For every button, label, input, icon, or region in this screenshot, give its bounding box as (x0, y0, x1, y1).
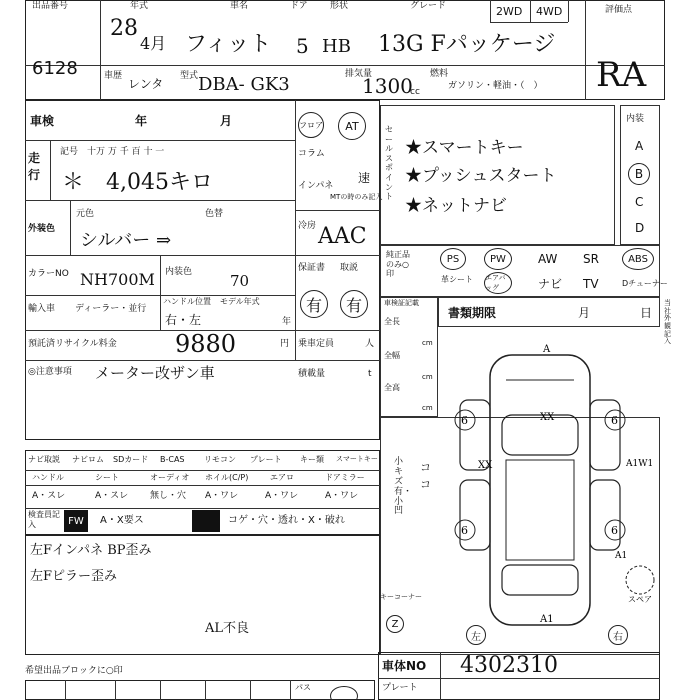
equip-navi: ナビ (538, 277, 563, 291)
equip-abs (622, 248, 654, 270)
remark-1: 左Fインパネ BP歪み (30, 543, 152, 558)
pass-circle (330, 686, 358, 700)
car-name-value: フィット (185, 32, 272, 57)
rank-a: A (635, 139, 644, 153)
doc-deadline-label: 書類期限 (448, 306, 497, 320)
mark-roof: XX (540, 412, 555, 423)
opt-navi-manual: ナビ取説 (28, 455, 60, 464)
lot-number: 6128 (32, 58, 78, 79)
shaken-month-label: 月 (220, 114, 233, 128)
opt-navi-rom: ナビロム (72, 455, 104, 464)
recycle-unit: 円 (280, 339, 290, 349)
left-mark-text: 左 (471, 631, 481, 643)
equip-leather: 革シート (441, 275, 473, 284)
interior-label: 内装色 (165, 267, 193, 277)
right-mark-text: 右 (613, 631, 623, 643)
doors-value: 5 (296, 34, 309, 58)
opt-keys: キー類 (300, 455, 324, 464)
notes-label: ◎注意事項 (28, 367, 72, 377)
color-orig-label: 元色 (76, 209, 95, 219)
remark-3: AL不良 (205, 621, 250, 636)
equip-tv: TV (583, 277, 599, 291)
handle-label: ハンドル位置 (163, 297, 211, 306)
at-label: AT (345, 119, 359, 133)
speed-label: 速 (358, 171, 371, 185)
displacement-unit: cc (410, 87, 420, 97)
floor-circle (298, 112, 324, 138)
column-label: コラム (298, 149, 325, 159)
door-label: ドア (290, 1, 308, 11)
length-label: 全長 (384, 317, 400, 326)
model-year-unit: 年 (282, 317, 292, 327)
mark-right-door: A1W1 (626, 459, 654, 469)
fw-block (64, 510, 88, 532)
equip-pw-label: PW (490, 253, 506, 265)
color-change-label: 色替 (205, 209, 224, 219)
inspector-a-label: A・X要ス (100, 515, 144, 526)
use-value: レンタ (128, 77, 164, 91)
chassis-value: 4302310 (460, 653, 558, 678)
recycle-value: 9880 (175, 330, 237, 358)
height-label: 全高 (384, 383, 400, 392)
sales-item-3: ★ネットナビ (405, 196, 507, 216)
fuel-value: ガソリン・軽油・（ ） (448, 81, 543, 91)
opt-wheel-val: A・ワレ (205, 491, 239, 501)
at-circle (338, 112, 366, 140)
doc-day: 日 (640, 306, 653, 320)
score-label: 評価点 (605, 5, 633, 15)
inpane-label: インパネ (298, 181, 334, 191)
ac-label: 冷房 (298, 221, 317, 231)
opt-handle-val: A・スレ (32, 491, 66, 501)
lot-label: 出品番号 (32, 1, 69, 11)
color-no-value: NH700M (80, 270, 155, 289)
dimensions-label: 車検証記載 (384, 299, 419, 307)
year-label: 年式 (130, 1, 149, 11)
mark-left-door: XX (478, 460, 493, 471)
model-label: 型式 (180, 71, 199, 81)
notes-value: メーター改ザン車 (95, 364, 215, 382)
warranty-label: 保証書 (298, 263, 326, 273)
remark-2: 左Fピラー歪み (30, 569, 118, 584)
mileage-value: ＊ 4,045キロ (62, 170, 213, 195)
chassis-label: 車体NO (382, 659, 427, 673)
block-label: 希望出品ブロックに○印 (25, 666, 123, 676)
opt-wheel-label: ホイル(C/P) (205, 473, 249, 482)
warranty-circle (300, 290, 328, 318)
opt-seat-val: A・スレ (95, 491, 129, 501)
equip-airbag-label: エアバッグ (485, 274, 506, 292)
pass-label: パス (295, 683, 311, 692)
manual-label: 取説 (340, 263, 359, 273)
displacement-value: 1300 (362, 74, 413, 98)
opt-audio-label: オーディオ (150, 473, 190, 482)
genuine-label: 純正品のみ○印 (386, 250, 410, 279)
side-marks: ココ (420, 461, 431, 491)
length-unit: cm (422, 339, 433, 347)
model-year-label: モデル年式 (220, 297, 260, 306)
block-grid (25, 680, 375, 700)
plate-label: プレート (382, 683, 418, 693)
fuel-label: 燃料 (430, 69, 449, 79)
color-value: シルバー ⇒ (80, 230, 172, 251)
dark-block (192, 510, 220, 532)
body-value: HB (322, 36, 351, 57)
inspector-other: コゲ・穴・透れ・X・破れ (228, 515, 345, 526)
rank-b-circled: B (628, 163, 650, 185)
inspector-label: 検査員記入 (28, 510, 60, 529)
tire-depth-fl: 6 (461, 414, 468, 427)
opt-aero-val: A・ワレ (265, 491, 299, 501)
opt-aero-label: エアロ (270, 473, 294, 482)
grade-value: 13G Fパッケージ (378, 32, 556, 57)
opt-bcas: B-CAS (160, 455, 185, 464)
warranty-value: 有 (305, 295, 322, 315)
model-value: DBA- GK3 (198, 74, 290, 95)
equip-pw (484, 248, 512, 270)
load-label: 積載量 (298, 369, 326, 379)
opt-mirror-val: A・ワレ (325, 491, 359, 501)
opt-sd-card: SDカード (113, 455, 149, 464)
side-label: 小キズ有・小凹 (394, 457, 413, 517)
grade-label: グレード (410, 1, 447, 11)
tire-depth-rr: 6 (611, 524, 618, 537)
color-label: 外装色 (28, 224, 56, 234)
car-body (490, 355, 590, 625)
capacity-unit: 人 (365, 339, 375, 349)
color-no-label: カラーNO (28, 269, 69, 279)
side-vertical-note: 当社外観記入 (664, 299, 671, 346)
body-label: 形状 (330, 1, 349, 11)
4wd-label: 4WD (536, 5, 563, 18)
opt-smart-key: スマートキー (336, 455, 378, 463)
load-unit: t (368, 369, 372, 379)
sales-item-2: ★プッシュスタート (405, 166, 557, 186)
corner-mark-text: Z (391, 618, 399, 630)
import-label: 輸入車 (28, 304, 56, 314)
roof (506, 460, 574, 560)
sales-side-label: セールスポイント (385, 125, 393, 202)
displacement-label: 排気量 (345, 69, 373, 79)
shaken-label: 車検 (30, 114, 55, 128)
corner-label: キーコーナー (380, 593, 422, 601)
equip-sr: SR (583, 252, 599, 266)
sales-item-1: ★スマートキー (405, 138, 524, 158)
manual-circle (340, 290, 368, 318)
car-name-label: 車名 (230, 1, 249, 11)
dealer-label: ディーラー・並行 (75, 304, 147, 314)
opt-audio-val: 無し・穴 (150, 491, 187, 501)
tire-depth-fr: 6 (611, 414, 618, 427)
spare-tire (626, 566, 654, 594)
tire-depth-rl: 6 (461, 524, 468, 537)
mark-rear: A1 (540, 614, 554, 625)
equip-abs-label: ABS (628, 253, 648, 265)
mileage-side-label: 走行 (28, 151, 41, 182)
rear-window (502, 565, 578, 595)
mileage-header: 記号 十万 万 千 百 十 一 (60, 147, 165, 157)
equip-aw: AW (538, 252, 558, 266)
capacity-label: 乗車定員 (298, 339, 335, 349)
2wd-label: 2WD (496, 5, 523, 18)
mark-right-rear: A1 (615, 551, 628, 561)
rank-d: D (635, 221, 645, 235)
opt-seat-label: シート (95, 473, 119, 482)
shaken-year-label: 年 (135, 114, 148, 128)
score-value: RA (596, 55, 647, 95)
equipment-box (380, 245, 660, 297)
month-value: 4月 (140, 34, 167, 53)
floor-label: フロア (299, 120, 323, 130)
width-unit: cm (422, 373, 433, 381)
equip-ps (440, 248, 466, 270)
year-value: 28 (110, 16, 138, 41)
recycle-label: 預託済リサイクル料金 (28, 339, 117, 349)
ac-value: AAC (318, 224, 367, 249)
handle-value: 右・左 (165, 313, 202, 327)
interior-value: 70 (230, 272, 250, 290)
mt-note: MTの時のみ記入 (330, 193, 383, 201)
doc-month: 月 (578, 306, 591, 320)
width-label: 全幅 (384, 351, 400, 360)
rank-c: C (635, 195, 644, 209)
equip-dtuner: Dチューナー (622, 279, 668, 288)
right-mark (608, 625, 628, 645)
mark-front: A (543, 344, 551, 355)
car-diagram (440, 340, 660, 650)
fw-label: FW (68, 515, 84, 527)
corner-mark (386, 615, 404, 633)
opt-plate: プレート (250, 455, 282, 464)
opt-remote: リモコン (204, 455, 236, 464)
height-unit: cm (422, 404, 433, 412)
opt-mirror-label: ドアミラー (325, 473, 365, 482)
left-mark (466, 625, 486, 645)
use-label: 車歴 (104, 71, 123, 81)
interior-rank-label: 内装 (626, 114, 645, 124)
opt-handle-label: ハンドル (32, 473, 64, 482)
manual-value: 有 (345, 295, 362, 315)
equip-airbag (484, 272, 512, 294)
equip-ps-label: PS (446, 253, 460, 265)
spare-label: スペア (628, 595, 652, 604)
